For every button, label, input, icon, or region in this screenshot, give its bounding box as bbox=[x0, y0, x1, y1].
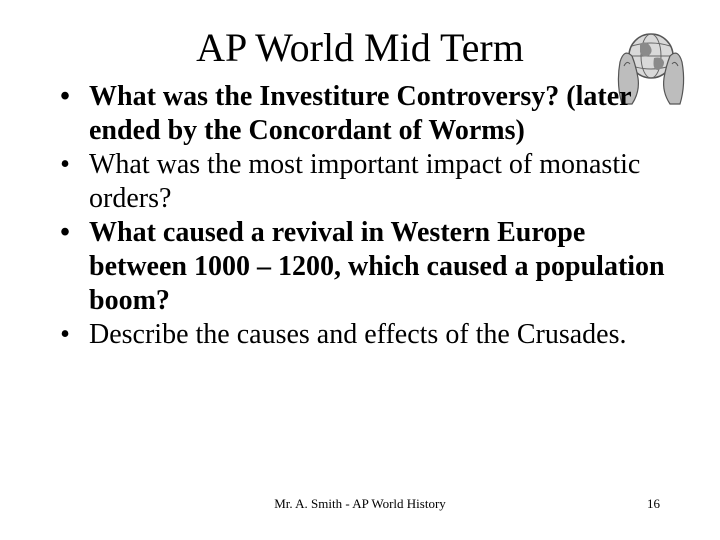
bullet-item bbox=[55, 216, 675, 318]
page-number: 16 bbox=[647, 496, 660, 511]
bullet-dot: • bbox=[60, 149, 70, 180]
bullet-item bbox=[55, 148, 675, 216]
footer-text: Mr. A. Smith - AP World History bbox=[274, 496, 446, 511]
bullet-item bbox=[55, 80, 675, 148]
bullet-text: What was the Investiture Controversy? (later ended by the Concordant of Worms) bbox=[89, 81, 632, 146]
slide-title: AP World Mid Term bbox=[196, 25, 524, 70]
bullet-text: Describe the causes and effects of the Crusades. bbox=[89, 319, 627, 350]
bullet-text: What caused a revival in Western Europe between 1000 – 1200, which caused a population boom? bbox=[89, 217, 665, 316]
bullet-dot: • bbox=[60, 81, 70, 112]
bullet-dot: • bbox=[60, 319, 70, 350]
bullet-list bbox=[55, 80, 675, 352]
bullet-item bbox=[55, 318, 675, 352]
bullet-text: What was the most important impact of monastic orders? bbox=[89, 149, 641, 214]
slide-footer bbox=[0, 496, 720, 516]
bullet-dot: • bbox=[60, 217, 70, 248]
